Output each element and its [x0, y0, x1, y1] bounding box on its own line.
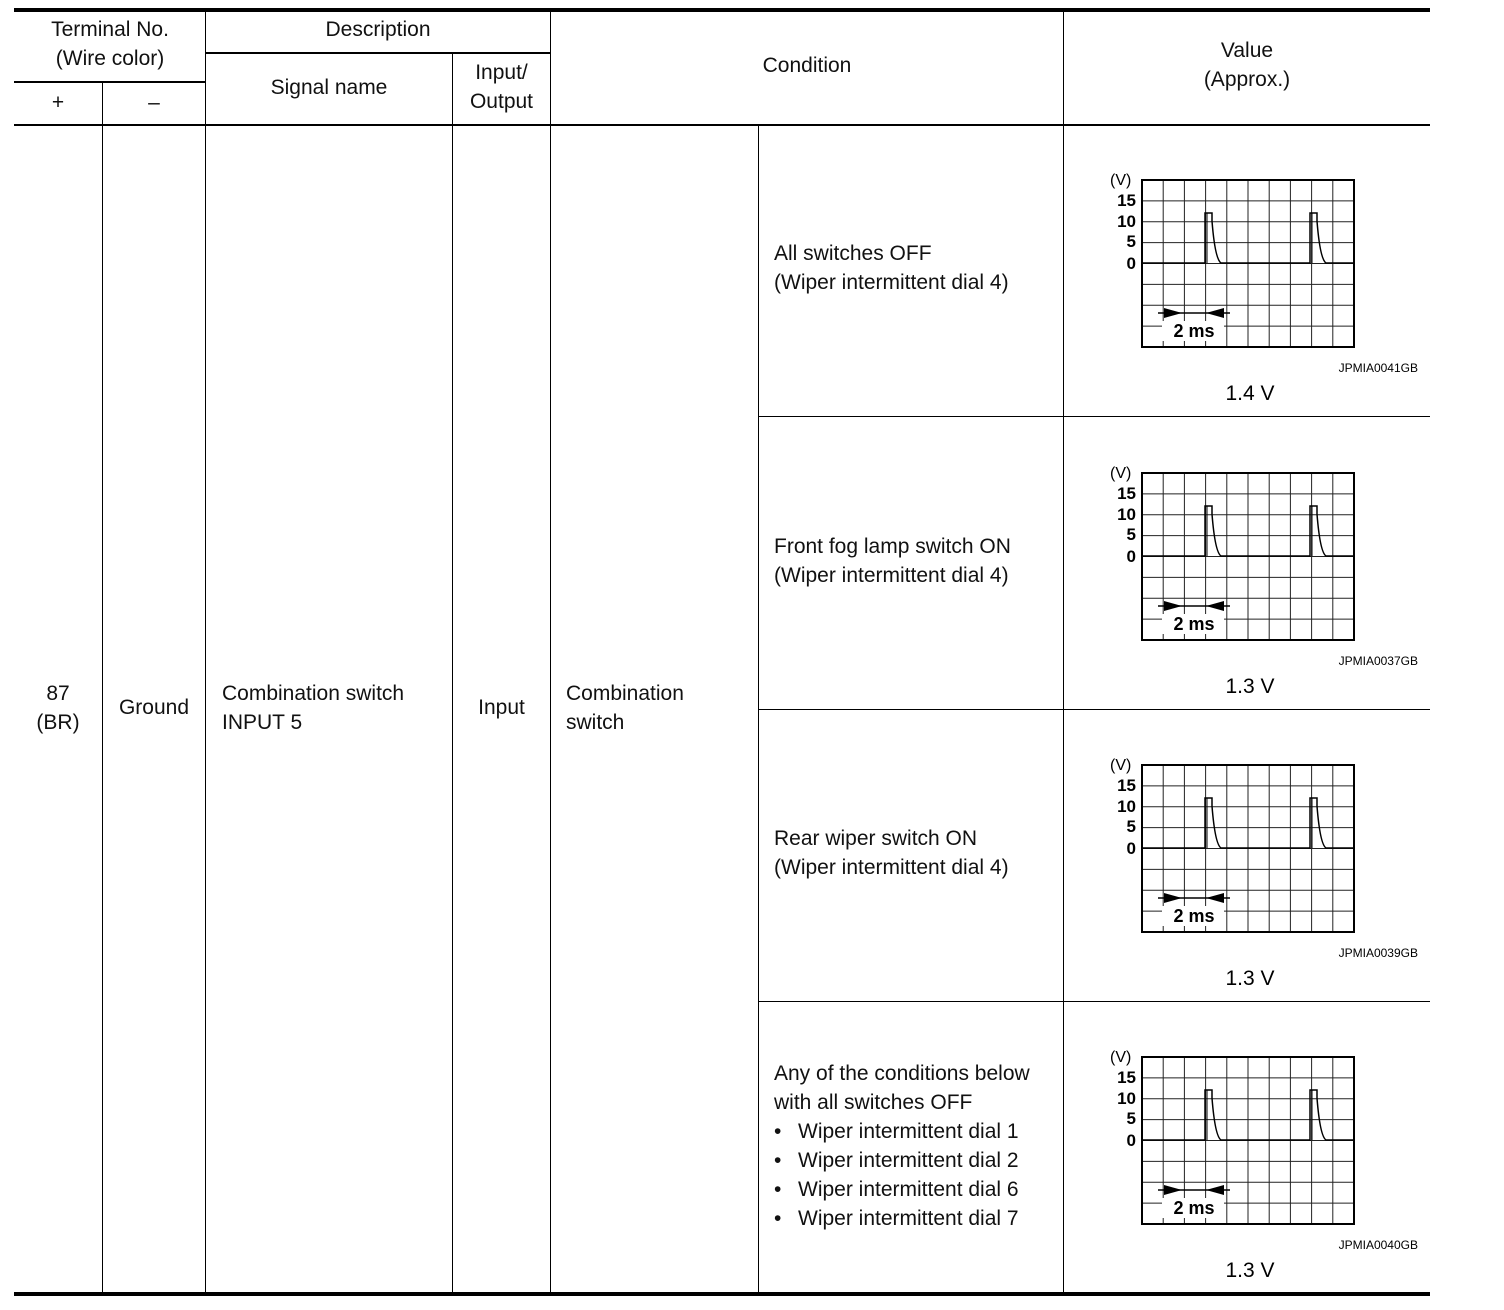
header-signal-name: Signal name	[270, 76, 388, 99]
condition-line: Front fog lamp switch ON	[774, 535, 1011, 558]
approx-value: 1.3 V	[1225, 967, 1275, 990]
y-tick-label: 0	[1126, 547, 1136, 566]
header-plus: +	[51, 91, 65, 114]
bullet-text: Wiper intermittent dial 1	[798, 1120, 1019, 1143]
signal-name-line1: Combination switch	[222, 682, 405, 705]
io-value: Input	[478, 696, 525, 719]
bullet-text: Wiper intermittent dial 7	[798, 1207, 1019, 1230]
bottom-rule	[14, 1292, 1430, 1296]
signal-name-line2: INPUT 5	[222, 711, 303, 734]
figure-id: JPMIA0041GB	[1338, 361, 1418, 375]
time-span-arrow-right	[1164, 1185, 1182, 1195]
time-scale-label: 2 ms	[1173, 906, 1215, 926]
y-unit-label: (V)	[1110, 465, 1132, 482]
oscilloscope-svg	[1100, 750, 1420, 995]
y-tick-label: 15	[1117, 191, 1136, 210]
condition-cell-3	[774, 824, 1009, 882]
header-bottom-rule	[14, 124, 1430, 126]
time-span-arrow-right	[1164, 893, 1182, 903]
col-divider-condition	[550, 10, 551, 1294]
condition-bullet	[774, 1146, 1030, 1175]
condition-line: (Wiper intermittent dial 4)	[774, 271, 1009, 294]
time-scale-label: 2 ms	[1173, 614, 1215, 634]
oscilloscope-svg	[1100, 1042, 1420, 1287]
condition-line: (Wiper intermittent dial 4)	[774, 856, 1009, 879]
y-tick-label: 10	[1117, 212, 1136, 231]
header-condition: Condition	[762, 54, 852, 77]
time-span-arrow-left	[1206, 308, 1224, 318]
waveform-figure-1	[1100, 165, 1420, 410]
ground-label: Ground	[118, 696, 190, 719]
condition-line: All switches OFF	[774, 242, 932, 265]
time-span-arrow-left	[1206, 601, 1224, 611]
bullet-icon: •	[774, 1149, 782, 1172]
terminal-wire-color: (BR)	[36, 711, 80, 734]
time-scale-label: 2 ms	[1173, 1198, 1215, 1218]
condition-bullet	[774, 1204, 1030, 1233]
condition-line: (Wiper intermittent dial 4)	[774, 564, 1009, 587]
condition-line: Rear wiper switch ON	[774, 827, 978, 850]
bullet-text: Wiper intermittent dial 2	[798, 1149, 1019, 1172]
y-tick-label: 0	[1126, 1131, 1136, 1150]
y-tick-label: 15	[1117, 1068, 1136, 1087]
header-divider-description	[206, 52, 550, 54]
y-tick-label: 10	[1117, 1089, 1136, 1108]
y-tick-label: 5	[1126, 1109, 1136, 1128]
time-scale-label: 2 ms	[1173, 321, 1215, 341]
condition-line: Any of the conditions below	[774, 1062, 1030, 1085]
y-tick-label: 15	[1117, 776, 1136, 795]
bullet-icon: •	[774, 1178, 782, 1201]
condition-line: with all switches OFF	[774, 1091, 973, 1114]
approx-value: 1.3 V	[1225, 675, 1275, 698]
terminal-number: 87	[46, 682, 70, 705]
time-span-arrow-left	[1206, 1185, 1224, 1195]
header-value-line2: (Approx.)	[1203, 68, 1291, 91]
y-tick-label: 5	[1126, 817, 1136, 836]
row-divider-3	[758, 1001, 1430, 1002]
approx-value: 1.4 V	[1225, 382, 1275, 405]
y-tick-label: 10	[1117, 505, 1136, 524]
waveform-figure-3	[1100, 750, 1420, 995]
y-tick-label: 0	[1126, 839, 1136, 858]
bullet-icon: •	[774, 1207, 782, 1230]
waveform-figure-4	[1100, 1042, 1420, 1287]
col-divider-minus	[102, 82, 103, 1294]
y-tick-label: 10	[1117, 797, 1136, 816]
col-divider-subcondition	[758, 125, 759, 1294]
time-span-arrow-right	[1164, 601, 1182, 611]
header-input-output-line2: Output	[469, 90, 534, 113]
figure-id: JPMIA0039GB	[1338, 946, 1418, 960]
header-minus: –	[148, 91, 160, 114]
col-divider-description	[205, 10, 206, 1294]
y-tick-label: 0	[1126, 254, 1136, 273]
condition-main-line2: switch	[566, 711, 625, 734]
y-tick-label: 15	[1117, 484, 1136, 503]
condition-bullet	[774, 1175, 1030, 1204]
oscilloscope-svg	[1100, 458, 1420, 703]
y-unit-label: (V)	[1110, 757, 1132, 774]
top-rule	[14, 8, 1430, 12]
oscilloscope-svg	[1100, 165, 1420, 410]
y-unit-label: (V)	[1110, 172, 1132, 189]
header-wire-color: (Wire color)	[55, 47, 165, 70]
header-input-output-line1: Input/	[475, 61, 528, 84]
condition-cell-1	[774, 239, 1009, 297]
condition-bullet	[774, 1117, 1030, 1146]
condition-cell-4	[774, 1059, 1030, 1233]
condition-cell-2	[774, 532, 1011, 590]
figure-id: JPMIA0040GB	[1338, 1238, 1418, 1252]
time-span-arrow-left	[1206, 893, 1224, 903]
header-terminal-no: Terminal No.	[51, 18, 169, 41]
approx-value: 1.3 V	[1225, 1259, 1275, 1282]
time-span-arrow-right	[1164, 308, 1182, 318]
header-description: Description	[325, 18, 431, 41]
condition-main-line1: Combination	[566, 682, 684, 705]
waveform-figure-2	[1100, 458, 1420, 703]
header-value-line1: Value	[1220, 39, 1274, 62]
y-tick-label: 5	[1126, 232, 1136, 251]
y-unit-label: (V)	[1110, 1049, 1132, 1066]
col-divider-value	[1063, 10, 1064, 1294]
row-divider-2	[758, 709, 1430, 710]
figure-id: JPMIA0037GB	[1338, 654, 1418, 668]
bullet-icon: •	[774, 1120, 782, 1143]
row-divider-1	[758, 416, 1430, 417]
header-divider-terminal	[14, 81, 206, 83]
col-divider-io	[452, 53, 453, 1294]
y-tick-label: 5	[1126, 525, 1136, 544]
bullet-text: Wiper intermittent dial 6	[798, 1178, 1019, 1201]
